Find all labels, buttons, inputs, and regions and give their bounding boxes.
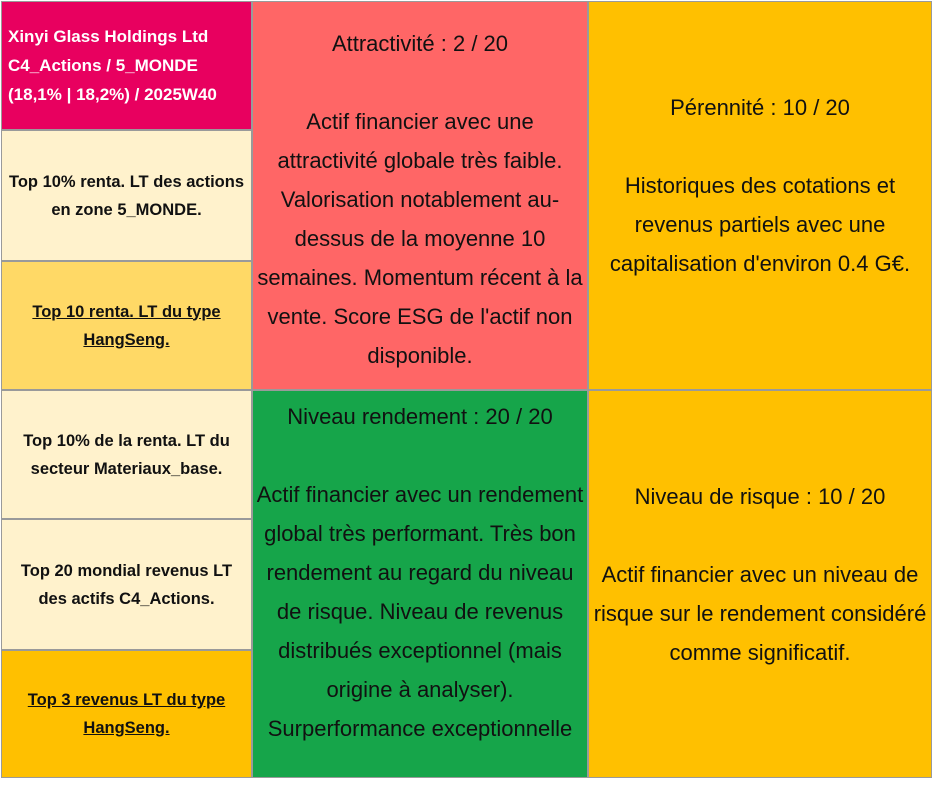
attractivite-text: Actif financier avec une attractivité globale très faible. Valorisation notablement au-dessus de la moyenne 10 semaines. Momentum récent à la vente. Score ESG de l'actif non disponible. — [257, 109, 583, 368]
asset-performance: (18,1% | 18,2%) / 2025W40 — [8, 85, 217, 104]
perennite-text: Historiques des cotations et revenus partiels avec une capitalisation d'environ 0.4 G€. — [609, 173, 911, 276]
badge-sector: Top 10% de la renta. LT du secteur Materiaux_base. — [1, 390, 252, 519]
risque-text: Actif financier avec un niveau de risque sur le rendement considéré comme significatif. — [593, 561, 927, 665]
rendement-text: Actif financier avec un rendement global très performant. Très bon rendement au regard du niveau de risque. Niveau de revenus distribués exceptionnel (mais origine à analyser). Surperformance exceptionnelle — [256, 482, 584, 741]
asset-name: Xinyi Glass Holdings Ltd — [8, 27, 209, 46]
perennite-title: Pérennité : 10 / 20 — [670, 95, 850, 120]
asset-header — [1, 1, 252, 130]
badge-zone: Top 10% renta. LT des actions en zone 5_MONDE. — [1, 130, 252, 261]
attractivite-panel — [252, 1, 588, 390]
badge-income-type-link[interactable]: Top 3 revenus LT du type HangSeng. — [1, 650, 252, 778]
asset-category: C4_Actions / 5_MONDE — [8, 56, 198, 75]
risque-title: Niveau de risque : 10 / 20 — [634, 483, 886, 509]
rendement-panel — [252, 390, 588, 778]
risque-panel — [588, 390, 932, 778]
perennite-panel — [588, 1, 932, 390]
rendement-title: Niveau rendement : 20 / 20 — [287, 404, 553, 429]
badge-world-income: Top 20 mondial revenus LT des actifs C4_Actions. — [1, 519, 252, 650]
attractivite-title: Attractivité : 2 / 20 — [331, 31, 509, 56]
badge-type-link[interactable]: Top 10 renta. LT du type HangSeng. — [1, 261, 252, 390]
